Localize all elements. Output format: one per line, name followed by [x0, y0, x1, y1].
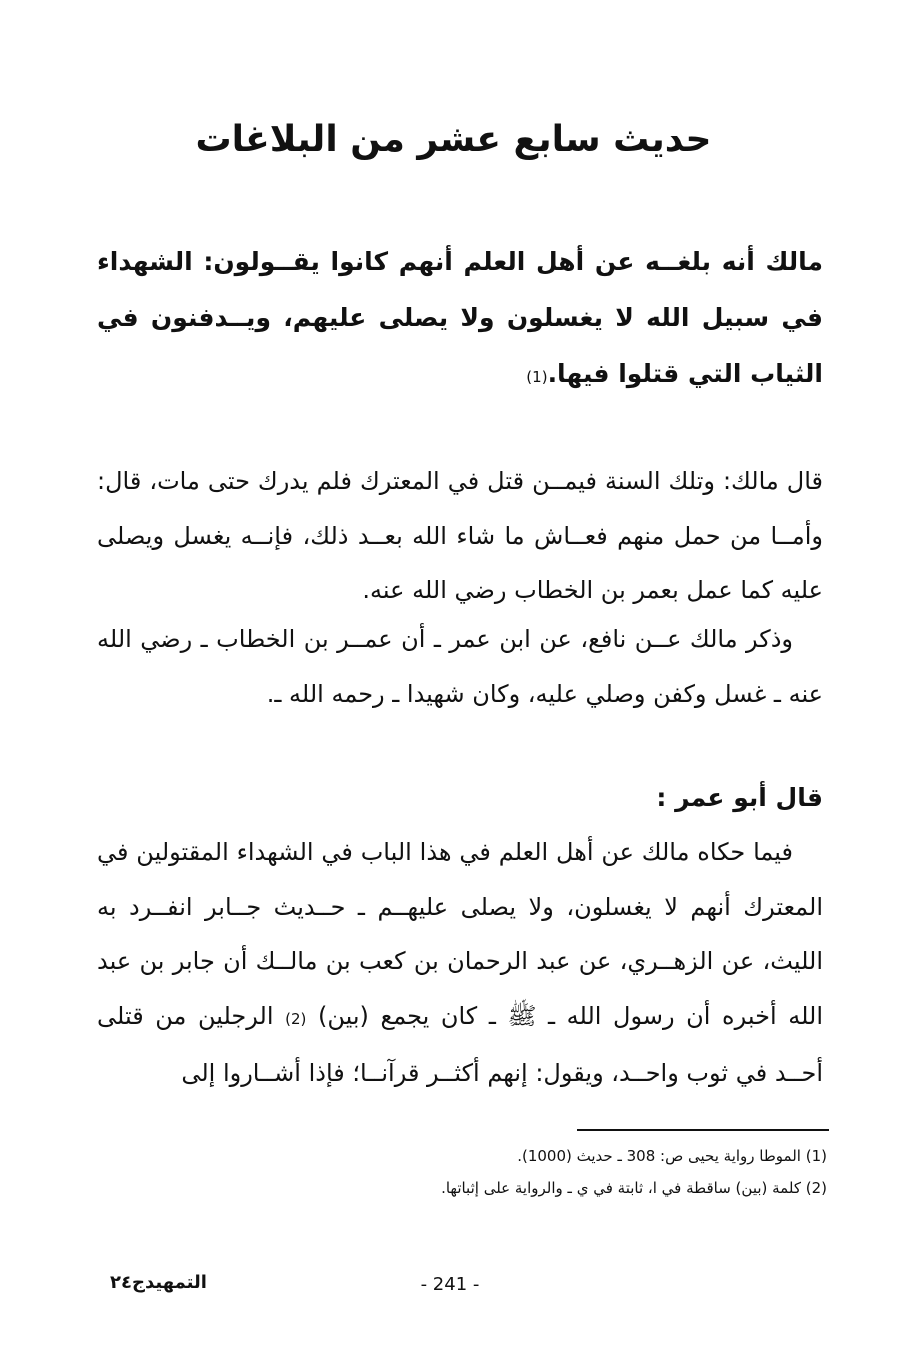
volume-signature: التمهيدج٢٤: [110, 1272, 207, 1293]
page-number: - 241 -: [420, 1274, 480, 1295]
commentary-paragraph: [97, 825, 823, 1101]
footnote-ref-2: (2): [285, 1009, 307, 1028]
chapter-title: حديث سابع عشر من البلاغات: [195, 119, 712, 160]
hadith-body: مالك أنه بلغــه عن أهل العلم أنهم كانوا يقــولون: الشهداء في سبيل الله لا يغسلون ولا يصلى عليهم، ويــدفنون في الثياب التي قتلوا فيها.: [97, 247, 823, 388]
commentary-text-part-1: فيما حكاه مالك عن أهل العلم في هذا الباب في الشهداء المقتولين في المعترك أنهم لا يغسلون، ولا يصلى عليهــم ـ حــديث جــابر انفــرد به الليث، عن الزهــري، عن عبد الرحمان بن كعب بن مالــك أن جابر بن عبد الله أخبره أن رسول الله ـ ﷺ ـ كان يجمع (بين): [97, 838, 823, 1030]
hadith-text: [97, 234, 823, 405]
commentary-heading: قال أبو عمر :: [656, 783, 823, 812]
footnote-ref-1: (1): [526, 368, 548, 386]
commentary-text-part-2: الرجلين من قتلى أحــد في ثوب واحــد، ويقول: إنهم أكثــر قرآنــا؛ فإذا أشــاروا إلى: [97, 1001, 823, 1087]
nafi-report-paragraph: وذكر مالك عــن نافع، عن ابن عمر ـ أن عمــر بن الخطاب ـ رضي الله عنه ـ غسل وكفن وصلي عليه، وكان شهيدا ـ رحمه الله ـ.: [97, 625, 823, 708]
footnote-1: (1) الموطا رواية يحيى ص: 308 ـ حديث (1000).: [517, 1147, 827, 1165]
malik-statement-paragraph: قال مالك: وتلك السنة فيمــن قتل في المعترك فلم يدرك حتى مات، قال: وأمــا من حمل منهم فعــاش ما شاء الله بعــد ذلك، فإنــه يغسل ويصلى عليه كما عمل بعمر بن الخطاب رضي الله عنه.: [97, 467, 823, 604]
footnote-separator: [577, 1129, 829, 1131]
footnotes: [101, 1140, 827, 1204]
footnote-2: (2) كلمة (بين) ساقطة في ا، ثابتة في ي ـ والرواية على إثباتها.: [441, 1179, 827, 1197]
